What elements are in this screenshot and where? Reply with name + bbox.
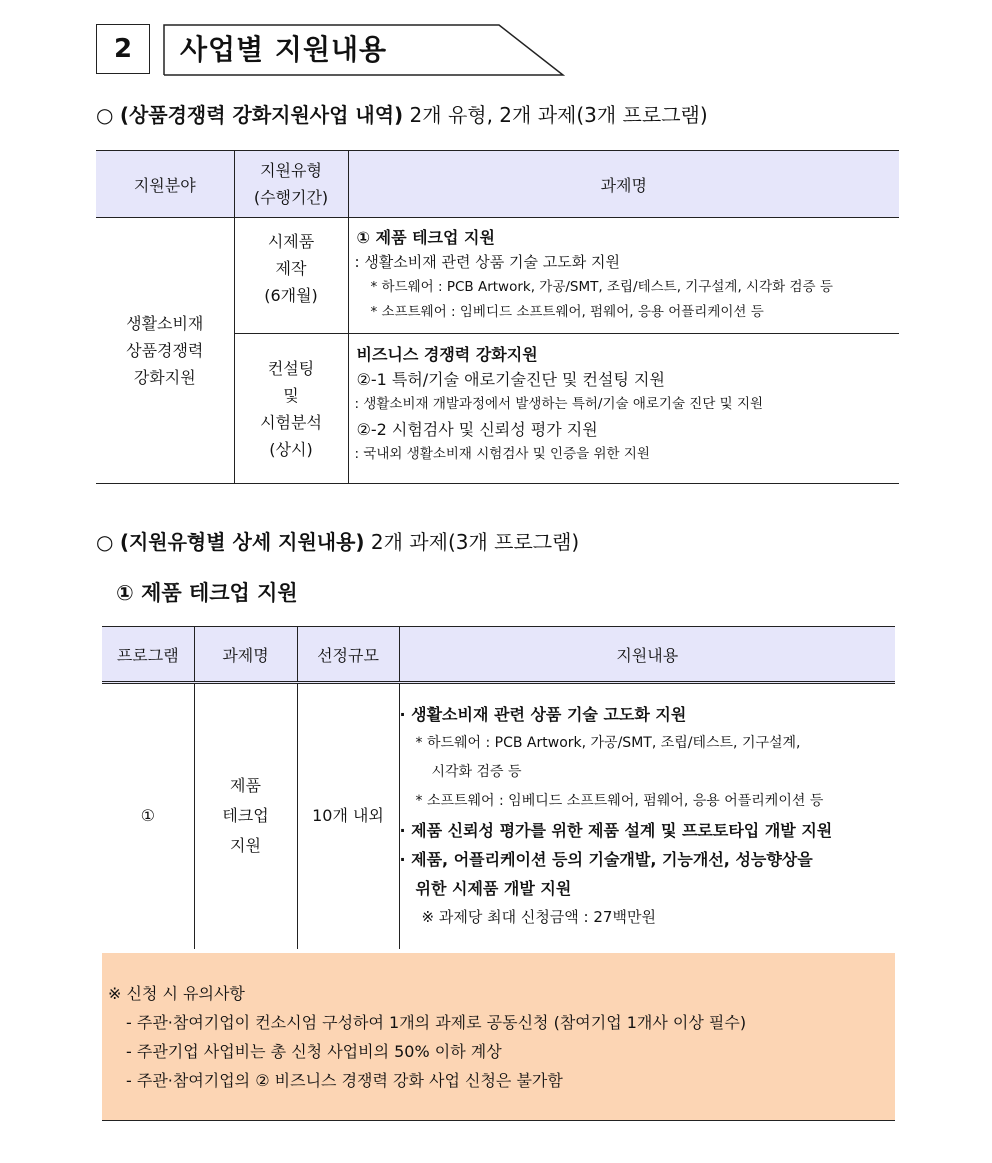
type-cell-1	[234, 218, 348, 334]
type-line: 및	[283, 385, 299, 405]
header-task: 과제명	[348, 151, 899, 218]
task2-line: 제품	[230, 776, 261, 796]
detail-table	[102, 626, 895, 949]
task-main-1: ① 제품 테크업 지원	[356, 228, 495, 247]
task-item-2-2: ②-2 시험검사 및 신뢰성 평가 지원	[356, 420, 598, 439]
notice-item: - 주관·참여기업의 ② 비즈니스 경쟁력 강화 사업 신청은 불가함	[126, 1071, 563, 1090]
task2-line: 테크업	[222, 806, 269, 826]
scale-cell: 10개 내외	[297, 683, 399, 949]
field-cell	[96, 218, 234, 484]
header-content: 지원내용	[399, 627, 895, 683]
task-detail: * 소프트웨어 : 임베디드 소프트웨어, 펌웨어, 응용 어플리케이션 등	[370, 304, 764, 320]
type-line: 시험분석	[260, 412, 322, 432]
heading-2-bold: (지원유형별 상세 지원내용)	[119, 530, 365, 554]
type-cell-2	[234, 334, 348, 484]
task-item-2-1: ②-1 특허/기술 애로기술진단 및 컨설팅 지원	[356, 370, 665, 389]
heading-2-bullet: ○	[96, 530, 114, 554]
notice-box	[102, 953, 895, 1121]
sub-heading: ① 제품 테크업 지원	[116, 581, 298, 605]
task-cell-1	[348, 218, 899, 334]
type-line: (상시)	[269, 439, 313, 459]
type-line: 제작	[275, 259, 307, 278]
header-field: 지원분야	[96, 151, 234, 218]
content-detail: * 하드웨어 : PCB Artwork, 가공/SMT, 조립/테스트, 기구설계,	[415, 735, 801, 752]
program-cell: ①	[102, 683, 194, 949]
type-line: (6개월)	[264, 286, 318, 305]
header-program: 프로그램	[102, 627, 194, 683]
content-cell	[399, 683, 895, 949]
task-sub-1: : 생활소비재 관련 상품 기술 고도화 지원	[354, 253, 621, 271]
header-type-line1: 지원유형	[260, 161, 322, 180]
type-line: 시제품	[267, 232, 315, 251]
field-line: 강화지원	[133, 368, 196, 387]
field-line: 상품경쟁력	[126, 341, 204, 360]
content-bullet: · 제품 신뢰성 평가를 위한 제품 설계 및 프로토타입 개발 지원	[399, 821, 833, 841]
field-line: 생활소비재	[126, 314, 204, 333]
heading-2-rest: 2개 과제(3개 프로그램)	[364, 530, 580, 554]
heading-1-bold: (상품경쟁력 강화지원사업 내역)	[119, 103, 404, 127]
content-bullet: · 생활소비재 관련 상품 기술 고도화 지원	[399, 705, 687, 725]
content-detail: 시각화 검증 등	[431, 764, 522, 781]
heading-1-bullet: ○	[96, 103, 114, 127]
task2-cell	[194, 683, 297, 949]
summary-table	[96, 150, 899, 484]
notice-item: - 주관기업 사업비는 총 신청 사업비의 50% 이하 계상	[126, 1042, 502, 1061]
task-detail: * 하드웨어 : PCB Artwork, 가공/SMT, 조립/테스트, 기구설계, 시각화 검증 등	[370, 279, 833, 295]
content-note: ※ 과제당 최대 신청금액 : 27백만원	[421, 908, 656, 927]
task-main-2: 비즈니스 경쟁력 강화지원	[356, 345, 538, 364]
task-item-2-1-sub: : 생활소비재 개발과정에서 발생하는 특허/기술 애로기술 진단 및 지원	[354, 396, 764, 412]
notice-title: ※ 신청 시 유의사항	[108, 984, 245, 1003]
notice-item: - 주관·참여기업이 컨소시엄 구성하여 1개의 과제로 공동신청 (참여기업 1개사 이상 필수)	[126, 1013, 747, 1032]
header-type-line2: (수행기간)	[253, 188, 329, 207]
task-cell-2	[348, 334, 899, 484]
task-item-2-2-sub: : 국내외 생활소비재 시험검사 및 인증을 위한 지원	[354, 446, 650, 462]
heading-1-rest: 2개 유형, 2개 과제(3개 프로그램)	[403, 103, 708, 127]
header-type	[234, 151, 348, 218]
section-number: 2	[96, 24, 150, 74]
header-task2: 과제명	[194, 627, 297, 683]
content-detail: * 소프트웨어 : 임베디드 소프트웨어, 펌웨어, 응용 어플리케이션 등	[415, 793, 824, 810]
content-bullet-cont: 위한 시제품 개발 지원	[415, 879, 572, 899]
heading-2	[96, 527, 579, 557]
task2-line: 지원	[230, 836, 261, 856]
content-bullet: · 제품, 어플리케이션 등의 기술개발, 기능개선, 성능향상을	[399, 850, 813, 870]
heading-1	[96, 100, 708, 130]
header-scale: 선정규모	[297, 627, 399, 683]
section-title: 사업별 지원내용	[180, 33, 388, 66]
type-line: 컨설팅	[267, 358, 315, 378]
